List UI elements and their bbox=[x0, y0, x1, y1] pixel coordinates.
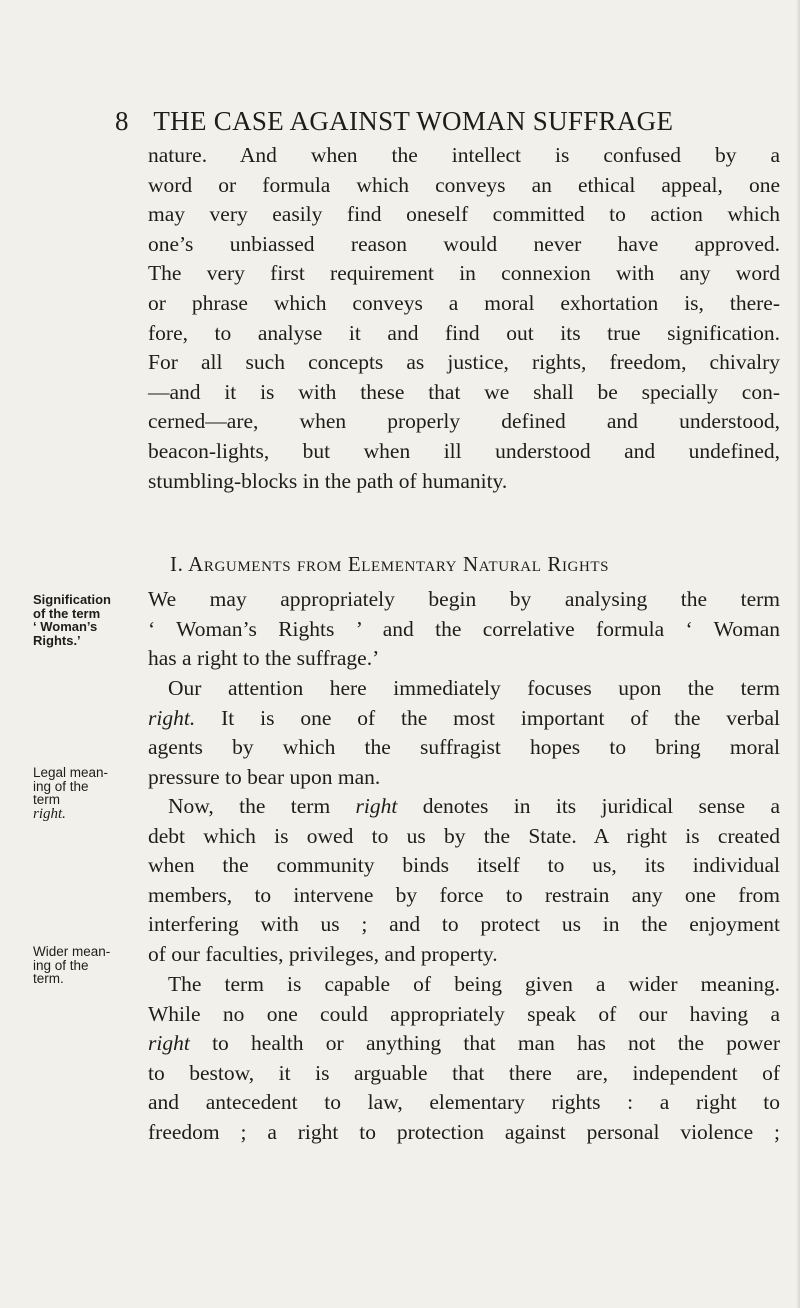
text-line: pressure to bear upon man. bbox=[148, 764, 381, 789]
text-line: of our faculties, privileges, and property. bbox=[148, 941, 498, 966]
sidenote-line: term. bbox=[33, 971, 64, 986]
text-line bbox=[148, 1029, 780, 1059]
sidenote-line: Rights.’ bbox=[33, 632, 81, 648]
text-line: For all such concepts as justice, rights, freedom, chivalry bbox=[148, 350, 780, 375]
sidenote-wider-meaning bbox=[33, 945, 145, 986]
text-line bbox=[148, 704, 780, 734]
text-line: and antecedent to law, elementary rights : a right to bbox=[148, 1090, 780, 1115]
paragraph-2 bbox=[148, 585, 780, 674]
text-line: members, to intervene by force to restrain any one from bbox=[148, 882, 780, 907]
text-fragment: to health or anything that man has not the power bbox=[189, 1031, 780, 1056]
sidenote-line: Signification bbox=[33, 592, 111, 607]
text-line: freedom ; a right to protection against personal violence ; bbox=[148, 1119, 780, 1144]
sidenote-line: ing of the bbox=[33, 778, 89, 794]
sidenote-line: Wider mean- bbox=[33, 944, 111, 959]
text-line bbox=[148, 792, 780, 822]
text-fragment: It is one of the most important of the verbal bbox=[195, 705, 780, 730]
section-heading: I. Arguments from Elementary Natural Rights bbox=[170, 552, 610, 576]
text-line: The term is capable of being given a wider meaning. bbox=[168, 972, 780, 996]
italic-term-right: right. bbox=[148, 705, 196, 730]
italic-term-right: right bbox=[355, 794, 398, 818]
sidenote-line bbox=[33, 793, 145, 821]
page-edge-shadow bbox=[796, 0, 800, 1308]
text-line: —and it is with these that we shall be specially con- bbox=[148, 379, 780, 404]
sidenote-legal-meaning bbox=[33, 766, 145, 821]
text-line: may very easily find oneself committed to action which bbox=[148, 202, 780, 227]
text-line: The very first requirement in connexion with any word bbox=[148, 261, 780, 286]
text-line: debt which is owed to us by the State. A right is created bbox=[148, 823, 780, 848]
text-line: to bestow, it is arguable that there are, independent of bbox=[148, 1060, 780, 1085]
text-line: cerned—are, when properly defined and understood, bbox=[148, 409, 780, 434]
paragraph-5 bbox=[148, 970, 780, 1148]
paragraph-3 bbox=[148, 674, 780, 792]
text-line: has a right to the suffrage.’ bbox=[148, 646, 380, 671]
text-line: We may appropriately begin by analysing the term bbox=[148, 587, 780, 611]
sidenote-line: ing of the bbox=[33, 957, 89, 973]
text-line: interfering with us ; and to protect us in the enjoyment bbox=[148, 912, 780, 937]
text-line: when the community binds itself to us, its individual bbox=[148, 853, 780, 878]
paragraph-1 bbox=[148, 141, 780, 496]
text-fragment: denotes in its juridical sense a bbox=[397, 794, 780, 818]
text-line: word or formula which conveys an ethical appeal, one bbox=[148, 172, 780, 197]
italic-term-right: right bbox=[148, 1031, 190, 1056]
text-line: agents by which the suffragist hopes to bring moral bbox=[148, 735, 780, 760]
text-line: stumbling-blocks in the path of humanity. bbox=[148, 468, 508, 493]
running-header bbox=[115, 106, 775, 137]
text-line: While no one could appropriately speak of our having a bbox=[148, 1001, 780, 1026]
sidenote-signification bbox=[33, 593, 145, 647]
text-fragment: Now, the term bbox=[168, 794, 356, 818]
page-number: 8 bbox=[115, 106, 129, 136]
sidenote-line: Legal mean- bbox=[33, 765, 109, 780]
sidenote-word: term bbox=[33, 792, 60, 807]
text-line: Our attention here immediately focuses upon the term bbox=[168, 676, 780, 700]
text-line: one’s unbiassed reason would never have approved. bbox=[148, 231, 780, 256]
running-title: THE CASE AGAINST WOMAN SUFFRAGE bbox=[153, 106, 674, 136]
paragraph-4 bbox=[148, 792, 780, 970]
text-line: or phrase which conveys a moral exhortation is, there- bbox=[148, 290, 780, 315]
text-line: beacon-lights, but when ill understood and undefined, bbox=[148, 438, 780, 463]
text-line: fore, to analyse it and find out its true signification. bbox=[148, 320, 780, 345]
sidenote-italic-word: right. bbox=[33, 805, 66, 822]
text-line: ‘ Woman’s Rights ’ and the correlative formula ‘ Woman bbox=[148, 616, 780, 641]
sidenote-line: of the term bbox=[33, 605, 101, 621]
text-line: nature. And when the intellect is confused by a bbox=[148, 143, 780, 167]
sidenote-line: ‘ Woman’s bbox=[33, 619, 98, 634]
